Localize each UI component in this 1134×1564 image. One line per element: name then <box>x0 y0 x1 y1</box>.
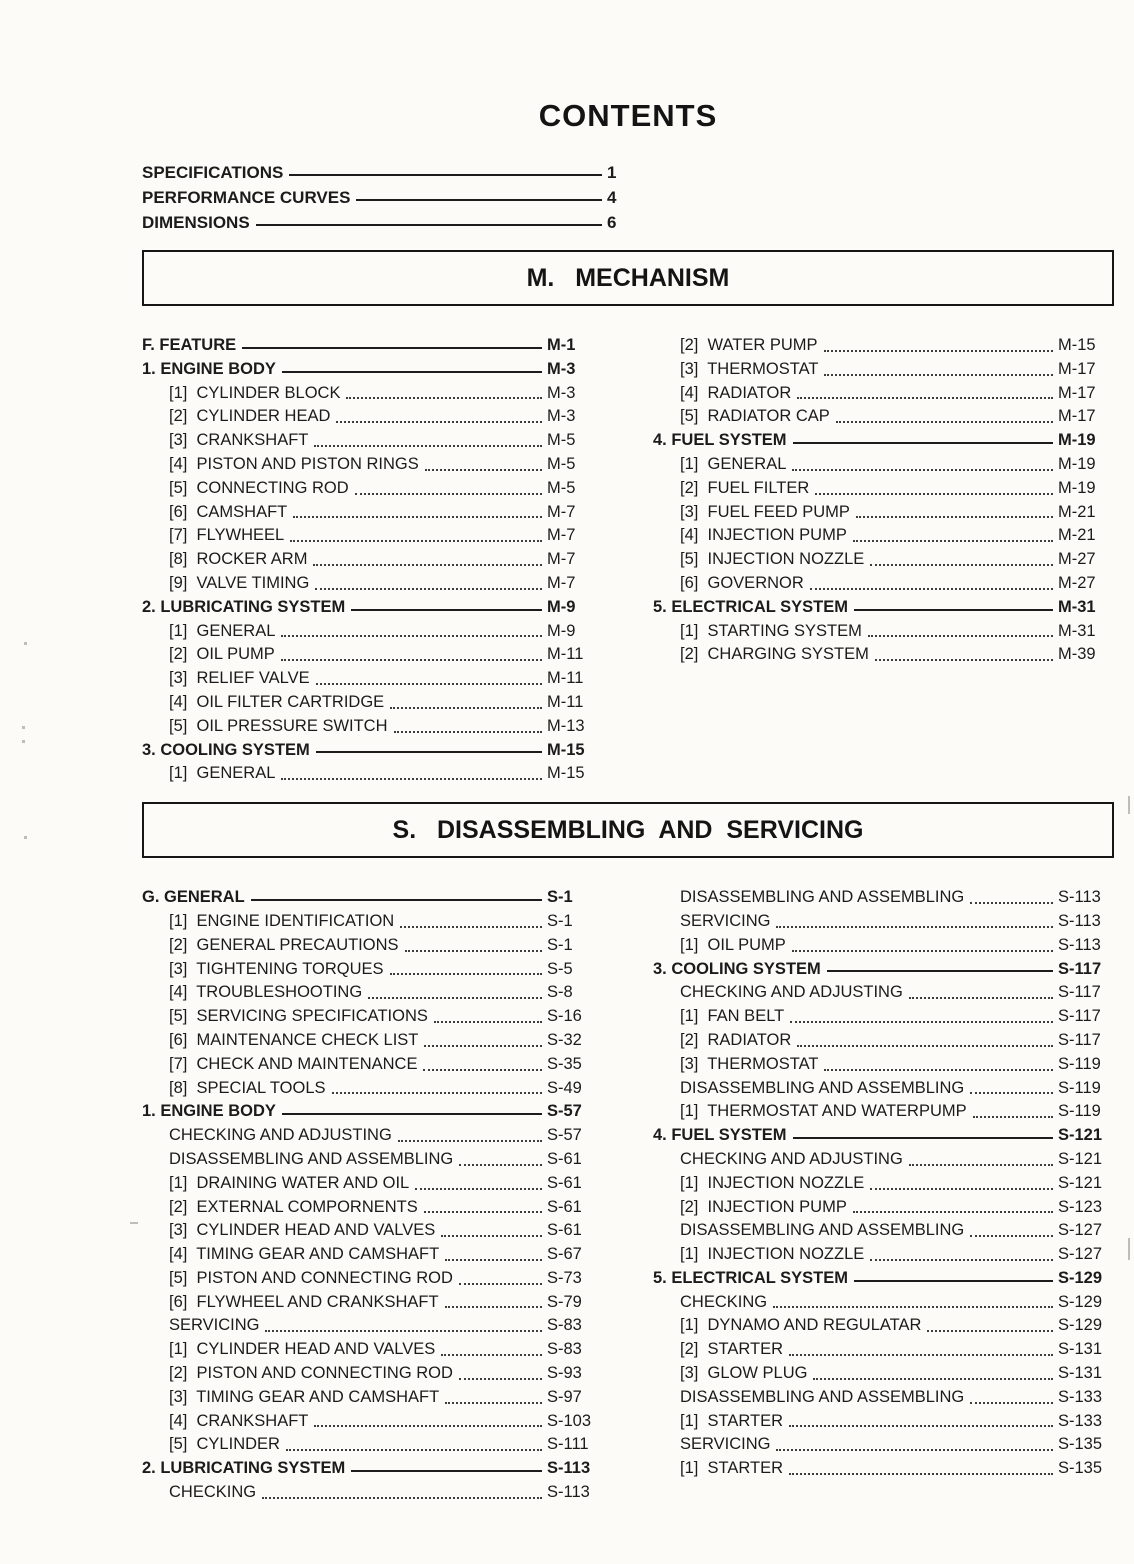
toc-entry-label: CHECKING <box>680 1292 768 1311</box>
toc-entry-page: M-11 <box>547 669 584 688</box>
toc-entry-label: [3] GLOW PLUG <box>680 1364 808 1383</box>
toc-entry-page: S-35 <box>547 1054 582 1073</box>
toc-item-row <box>653 981 1114 1005</box>
toc-entry-label: CHECKING AND ADJUSTING <box>680 1149 903 1168</box>
toc-heading-row <box>142 185 647 210</box>
toc-item-row <box>653 1196 1114 1220</box>
toc-entry-page: M-19 <box>1058 431 1096 450</box>
toc-heading-row <box>142 160 647 185</box>
toc-heading-row <box>142 1457 603 1481</box>
toc-heading-row <box>142 334 603 358</box>
toc-entry-page: M-7 <box>547 526 576 545</box>
toc-entry-label: [4] TIMING GEAR AND CAMSHAFT <box>169 1245 440 1264</box>
toc-entry-label: [3] FUEL FEED PUMP <box>680 502 850 521</box>
toc-item-row <box>653 1005 1114 1029</box>
toc-item-row <box>142 1172 603 1196</box>
toc-item-row <box>142 620 603 644</box>
toc-item-row <box>142 1433 603 1457</box>
toc-entry-label: [1] CYLINDER BLOCK <box>169 383 341 402</box>
toc-entry-page: S-97 <box>547 1387 582 1406</box>
toc-heading-row <box>653 596 1114 620</box>
toc-item-row <box>142 1410 603 1434</box>
toc-entry-label: [1] STARTER <box>680 1459 783 1478</box>
toc-entry-label: [4] INJECTION PUMP <box>680 526 847 545</box>
scan-artifact <box>130 1222 138 1224</box>
toc-item-row <box>142 1314 603 1338</box>
toc-entry-page: M-5 <box>547 478 576 497</box>
toc-item-row <box>653 1457 1114 1481</box>
toc-item-row <box>142 1029 603 1053</box>
toc-entry-page: S-121 <box>1058 1126 1103 1145</box>
toc-entry-label: 2. LUBRICATING SYSTEM <box>142 597 346 616</box>
toc-entry-page: M-15 <box>547 764 585 783</box>
toc-entry-page: M-17 <box>1058 407 1096 426</box>
toc-entry-label: 3. COOLING SYSTEM <box>142 740 310 759</box>
toc-item-row <box>142 1362 603 1386</box>
toc-item-row <box>653 886 1114 910</box>
toc-item-row <box>653 1077 1114 1101</box>
toc-heading-row <box>653 1267 1114 1291</box>
toc-entry-page: M-1 <box>547 336 576 354</box>
toc-item-row <box>142 1005 603 1029</box>
toc-entry-page: S-113 <box>547 1483 590 1502</box>
toc-entry-label: [2] FUEL FILTER <box>680 478 810 497</box>
toc-entry-page: S-117 <box>1058 1030 1101 1049</box>
toc-item-row <box>653 358 1114 382</box>
scan-artifact <box>1128 1238 1130 1260</box>
toc-entry-label: 5. ELECTRICAL SYSTEM <box>653 597 848 616</box>
toc-entry-label: [1] STARTER <box>680 1411 783 1430</box>
toc-item-row <box>653 1100 1114 1124</box>
toc-entry-label: SERVICING <box>680 911 771 930</box>
toc-entry-page: M-39 <box>1058 645 1096 664</box>
toc-entry-label: 4. FUEL SYSTEM <box>653 431 787 450</box>
toc-entry-label: [1] THERMOSTAT AND WATERPUMP <box>680 1102 967 1121</box>
toc-entry-page: S-1 <box>547 935 573 954</box>
toc-entry-page: M-21 <box>1058 502 1096 521</box>
toc-item-row <box>653 620 1114 644</box>
toc-entry-page: S-79 <box>547 1292 582 1311</box>
toc-item-row <box>653 382 1114 406</box>
mechanism-column-right <box>653 334 1114 786</box>
toc-item-row <box>142 1481 603 1505</box>
toc-entry-page: S-127 <box>1058 1245 1103 1264</box>
toc-entry-page: S-119 <box>1058 1102 1101 1121</box>
toc-item-row <box>653 1053 1114 1077</box>
toc-item-row <box>142 1053 603 1077</box>
toc-item-row <box>142 667 603 691</box>
toc-entry-page: S-16 <box>547 1007 582 1026</box>
toc-entry-label: [4] OIL FILTER CARTRIDGE <box>169 692 385 711</box>
toc-entry-label: [5] SERVICING SPECIFICATIONS <box>169 1007 428 1026</box>
scan-artifact <box>1128 796 1130 814</box>
section-title-disassembling: S. DISASSEMBLING AND SERVICING <box>392 815 864 844</box>
page-content <box>142 0 1114 1521</box>
toc-entry-page: S-57 <box>547 1102 582 1121</box>
top-toc-list <box>142 160 647 235</box>
toc-entry-page: S-113 <box>547 1459 591 1478</box>
toc-entry-label: [3] CYLINDER HEAD AND VALVES <box>169 1221 436 1240</box>
toc-entry-label: [6] GOVERNOR <box>680 573 804 592</box>
toc-item-row <box>653 1291 1114 1315</box>
toc-entry-page: M-15 <box>1058 336 1096 354</box>
toc-entry-label: PERFORMANCE CURVES <box>142 188 351 207</box>
toc-entry-page: S-117 <box>1058 959 1102 978</box>
toc-entry-page: M-3 <box>547 383 576 402</box>
toc-item-row <box>653 1314 1114 1338</box>
toc-item-row <box>142 715 603 739</box>
toc-entry-page: S-61 <box>547 1173 582 1192</box>
toc-entry-label: [3] THERMOSTAT <box>680 1054 819 1073</box>
toc-entry-label: CHECKING <box>169 1483 257 1502</box>
toc-entry-label: 2. LUBRICATING SYSTEM <box>142 1459 346 1478</box>
toc-entry-label: [9] VALVE TIMING <box>169 573 310 592</box>
scan-artifact <box>22 740 25 743</box>
toc-item-row <box>653 1338 1114 1362</box>
toc-entry-page: S-73 <box>547 1268 582 1287</box>
toc-entry-label: [1] DYNAMO AND REGULATAR <box>680 1316 922 1335</box>
toc-entry-page: M-7 <box>547 573 576 592</box>
toc-entry-label: [6] FLYWHEEL AND CRANKSHAFT <box>169 1292 439 1311</box>
toc-item-row <box>653 334 1114 358</box>
toc-entry-label: [3] TIGHTENING TORQUES <box>169 959 384 978</box>
toc-entry-page: S-32 <box>547 1030 582 1049</box>
toc-item-row <box>653 1243 1114 1267</box>
toc-entry-page: M-11 <box>547 645 584 664</box>
toc-entry-page: M-17 <box>1058 383 1096 402</box>
toc-item-row <box>653 934 1114 958</box>
mechanism-column-left <box>142 334 603 786</box>
toc-entry-label: [1] GENERAL <box>680 454 787 473</box>
toc-entry-label: [1] INJECTION NOZZLE <box>680 1245 865 1264</box>
toc-entry-page: S-129 <box>1058 1316 1103 1335</box>
toc-entry-page: S-123 <box>1058 1197 1103 1216</box>
toc-entry-label: [8] ROCKER ARM <box>169 550 308 569</box>
toc-item-row <box>653 477 1114 501</box>
toc-entry-label: [2] GENERAL PRECAUTIONS <box>169 935 399 954</box>
toc-entry-page: M-17 <box>1058 359 1096 378</box>
toc-item-row <box>142 910 603 934</box>
toc-item-row <box>142 1124 603 1148</box>
section-box-mechanism <box>142 250 1114 306</box>
toc-heading-row <box>142 596 603 620</box>
toc-entry-label: SERVICING <box>169 1316 260 1335</box>
toc-entry-label: DISASSEMBLING AND ASSEMBLING <box>680 1078 965 1097</box>
toc-entry-page: S-133 <box>1058 1387 1103 1406</box>
toc-entry-label: SPECIFICATIONS <box>142 163 284 182</box>
toc-entry-page: M-3 <box>547 407 576 426</box>
page-title: CONTENTS <box>538 98 718 133</box>
toc-entry-page: S-133 <box>1058 1411 1103 1430</box>
toc-item-row <box>142 1267 603 1291</box>
toc-entry-label: [2] RADIATOR <box>680 1030 792 1049</box>
toc-entry-label: [3] TIMING GEAR AND CAMSHAFT <box>169 1387 440 1406</box>
toc-item-row <box>142 762 603 786</box>
toc-entry-page: S-113 <box>1058 911 1101 930</box>
toc-entry-label: [5] CONNECTING ROD <box>169 478 349 497</box>
toc-entry-label: [2] CYLINDER HEAD <box>169 407 331 426</box>
toc-entry-page: S-1 <box>547 911 573 930</box>
toc-item-row <box>142 524 603 548</box>
toc-entry-page: M-21 <box>1058 526 1096 545</box>
toc-entry-page: S-135 <box>1058 1435 1103 1454</box>
disassembling-column-right <box>653 886 1114 1505</box>
toc-entry-page: M-9 <box>547 621 576 640</box>
toc-heading-row <box>142 739 603 763</box>
toc-entry-page: S-61 <box>547 1197 582 1216</box>
toc-entry-label: DISASSEMBLING AND ASSEMBLING <box>680 1221 965 1240</box>
toc-entry-page: S-135 <box>1058 1459 1103 1478</box>
toc-entry-page: S-61 <box>547 1221 582 1240</box>
toc-item-row <box>142 1219 603 1243</box>
toc-entry-page: M-27 <box>1058 573 1096 592</box>
toc-entry-label: [1] GENERAL <box>169 764 276 783</box>
toc-entry-page: M-31 <box>1058 597 1096 616</box>
toc-entry-label: [2] STARTER <box>680 1340 783 1359</box>
toc-item-row <box>653 548 1114 572</box>
toc-entry-page: S-83 <box>547 1340 582 1359</box>
toc-item-row <box>142 1077 603 1101</box>
toc-entry-label: [2] EXTERNAL COMPORNENTS <box>169 1197 418 1216</box>
toc-entry-label: F. FEATURE <box>142 336 237 354</box>
toc-entry-label: DIMENSIONS <box>142 213 250 232</box>
toc-entry-page: M-5 <box>547 431 576 450</box>
toc-entry-label: [1] OIL PUMP <box>680 935 786 954</box>
toc-entry-label: DISASSEMBLING AND ASSEMBLING <box>169 1149 454 1168</box>
toc-entry-page: 6 <box>607 213 617 232</box>
toc-item-row <box>142 382 603 406</box>
toc-item-row <box>653 572 1114 596</box>
toc-entry-page: M-7 <box>547 550 576 569</box>
toc-item-row <box>142 405 603 429</box>
toc-item-row <box>142 453 603 477</box>
toc-heading-row <box>142 210 647 235</box>
toc-item-row <box>653 524 1114 548</box>
toc-entry-label: [2] WATER PUMP <box>680 336 818 354</box>
toc-entry-page: S-121 <box>1058 1173 1103 1192</box>
toc-entry-page: S-127 <box>1058 1221 1103 1240</box>
scan-artifact <box>24 642 27 645</box>
toc-entry-page: S-5 <box>547 959 573 978</box>
toc-entry-label: [4] CRANKSHAFT <box>169 1411 309 1430</box>
toc-entry-label: [5] INJECTION NOZZLE <box>680 550 865 569</box>
toc-entry-label: [4] RADIATOR <box>680 383 792 402</box>
toc-entry-page: S-121 <box>1058 1149 1103 1168</box>
toc-entry-label: [2] INJECTION PUMP <box>680 1197 847 1216</box>
toc-entry-label: G. GENERAL <box>142 888 245 907</box>
toc-entry-page: S-129 <box>1058 1268 1103 1287</box>
toc-entry-label: 1. ENGINE BODY <box>142 359 276 378</box>
toc-item-row <box>142 501 603 525</box>
toc-entry-page: S-117 <box>1058 1007 1101 1026</box>
toc-entry-page: S-67 <box>547 1245 582 1264</box>
section-box-disassembling <box>142 802 1114 858</box>
toc-entry-label: [4] PISTON AND PISTON RINGS <box>169 454 419 473</box>
toc-entry-page: 1 <box>607 163 617 182</box>
toc-entry-label: [7] CHECK AND MAINTENANCE <box>169 1054 418 1073</box>
disassembling-column-left <box>142 886 603 1505</box>
toc-entry-label: [1] CYLINDER HEAD AND VALVES <box>169 1340 436 1359</box>
toc-item-row <box>653 643 1114 667</box>
toc-entry-page: S-61 <box>547 1149 582 1168</box>
toc-entry-label: [7] FLYWHEEL <box>169 526 285 545</box>
scan-artifact <box>22 726 25 729</box>
toc-item-row <box>142 981 603 1005</box>
mechanism-columns <box>142 334 1114 786</box>
toc-item-row <box>142 1148 603 1172</box>
toc-entry-label: [5] OIL PRESSURE SWITCH <box>169 716 388 735</box>
toc-entry-page: M-3 <box>547 359 576 378</box>
toc-heading-row <box>142 1100 603 1124</box>
toc-entry-page: S-117 <box>1058 983 1101 1002</box>
toc-entry-page: M-9 <box>547 597 576 616</box>
toc-item-row <box>653 1219 1114 1243</box>
toc-item-row <box>653 910 1114 934</box>
toc-entry-label: [5] RADIATOR CAP <box>680 407 830 426</box>
toc-entry-label: [8] SPECIAL TOOLS <box>169 1078 326 1097</box>
toc-entry-label: 5. ELECTRICAL SYSTEM <box>653 1268 848 1287</box>
toc-entry-label: [2] PISTON AND CONNECTING ROD <box>169 1364 453 1383</box>
toc-entry-page: S-103 <box>547 1411 592 1430</box>
toc-entry-page: M-15 <box>547 740 585 759</box>
toc-entry-label: [1] INJECTION NOZZLE <box>680 1173 865 1192</box>
toc-entry-label: 3. COOLING SYSTEM <box>653 959 821 978</box>
toc-entry-page: S-129 <box>1058 1292 1103 1311</box>
toc-heading-row <box>142 886 603 910</box>
toc-heading-row <box>653 958 1114 982</box>
scan-artifact <box>24 836 27 839</box>
toc-entry-label: SERVICING <box>680 1435 771 1454</box>
toc-heading-row <box>142 358 603 382</box>
toc-item-row <box>653 1410 1114 1434</box>
section-title-mechanism: M. MECHANISM <box>526 263 730 292</box>
section-disassembling-servicing <box>142 802 1114 1505</box>
toc-entry-page: M-19 <box>1058 454 1096 473</box>
toc-entry-page: M-11 <box>547 692 584 711</box>
toc-entry-label: [5] PISTON AND CONNECTING ROD <box>169 1268 453 1287</box>
toc-item-row <box>653 453 1114 477</box>
toc-entry-page: M-13 <box>547 716 585 735</box>
toc-entry-page: S-113 <box>1058 888 1101 907</box>
toc-entry-page: S-83 <box>547 1316 582 1335</box>
toc-entry-page: S-93 <box>547 1364 582 1383</box>
toc-item-row <box>142 1338 603 1362</box>
toc-item-row <box>142 1386 603 1410</box>
toc-entry-page: S-119 <box>1058 1078 1101 1097</box>
toc-entry-label: 4. FUEL SYSTEM <box>653 1126 787 1145</box>
toc-item-row <box>653 501 1114 525</box>
toc-entry-page: S-113 <box>1058 935 1101 954</box>
toc-entry-label: [1] DRAINING WATER AND OIL <box>169 1173 410 1192</box>
toc-item-row <box>142 477 603 501</box>
toc-entry-label: [1] GENERAL <box>169 621 276 640</box>
toc-entry-label: [2] OIL PUMP <box>169 645 275 664</box>
toc-entry-label: [1] FAN BELT <box>680 1007 785 1026</box>
toc-entry-label: [1] ENGINE IDENTIFICATION <box>169 911 395 930</box>
toc-item-row <box>142 1196 603 1220</box>
toc-entry-label: [1] STARTING SYSTEM <box>680 621 862 640</box>
toc-entry-label: [6] CAMSHAFT <box>169 502 288 521</box>
toc-entry-label: CHECKING AND ADJUSTING <box>680 983 903 1002</box>
toc-entry-page: S-111 <box>547 1435 589 1454</box>
toc-entry-label: 1. ENGINE BODY <box>142 1102 276 1121</box>
toc-heading-row <box>653 1124 1114 1148</box>
toc-entry-page: 4 <box>607 188 617 207</box>
toc-entry-page: S-1 <box>547 888 573 907</box>
toc-entry-label: CHECKING AND ADJUSTING <box>169 1126 392 1145</box>
toc-entry-label: DISASSEMBLING AND ASSEMBLING <box>680 888 965 907</box>
toc-item-row <box>653 1172 1114 1196</box>
toc-entry-page: S-8 <box>547 983 573 1002</box>
toc-entry-page: M-19 <box>1058 478 1096 497</box>
toc-entry-page: S-49 <box>547 1078 582 1097</box>
toc-item-row <box>142 429 603 453</box>
toc-item-row <box>142 958 603 982</box>
toc-heading-row <box>653 429 1114 453</box>
toc-item-row <box>142 1291 603 1315</box>
toc-entry-page: M-27 <box>1058 550 1096 569</box>
toc-item-row <box>142 643 603 667</box>
toc-entry-page: S-131 <box>1058 1364 1103 1383</box>
toc-entry-page: M-31 <box>1058 621 1096 640</box>
toc-item-row <box>653 1148 1114 1172</box>
toc-item-row <box>142 548 603 572</box>
toc-item-row <box>142 934 603 958</box>
toc-entry-page: S-119 <box>1058 1054 1101 1073</box>
toc-item-row <box>653 1386 1114 1410</box>
toc-item-row <box>653 405 1114 429</box>
toc-entry-label: [3] THERMOSTAT <box>680 359 819 378</box>
toc-entry-label: [3] CRANKSHAFT <box>169 431 309 450</box>
toc-entry-label: [6] MAINTENANCE CHECK LIST <box>169 1030 419 1049</box>
toc-entry-label: [5] CYLINDER <box>169 1435 280 1454</box>
disassembling-columns <box>142 886 1114 1505</box>
toc-entry-label: [4] TROUBLESHOOTING <box>169 983 363 1002</box>
section-mechanism <box>142 250 1114 786</box>
toc-entry-page: S-57 <box>547 1126 582 1145</box>
toc-entry-page: M-7 <box>547 502 576 521</box>
toc-item-row <box>653 1362 1114 1386</box>
toc-entry-page: S-131 <box>1058 1340 1103 1359</box>
toc-entry-label: [2] CHARGING SYSTEM <box>680 645 869 664</box>
toc-entry-page: M-5 <box>547 454 576 473</box>
toc-item-row <box>653 1029 1114 1053</box>
toc-entry-label: [3] RELIEF VALVE <box>169 669 310 688</box>
toc-item-row <box>142 572 603 596</box>
toc-item-row <box>653 1433 1114 1457</box>
toc-item-row <box>142 691 603 715</box>
toc-entry-label: DISASSEMBLING AND ASSEMBLING <box>680 1387 965 1406</box>
toc-item-row <box>142 1243 603 1267</box>
